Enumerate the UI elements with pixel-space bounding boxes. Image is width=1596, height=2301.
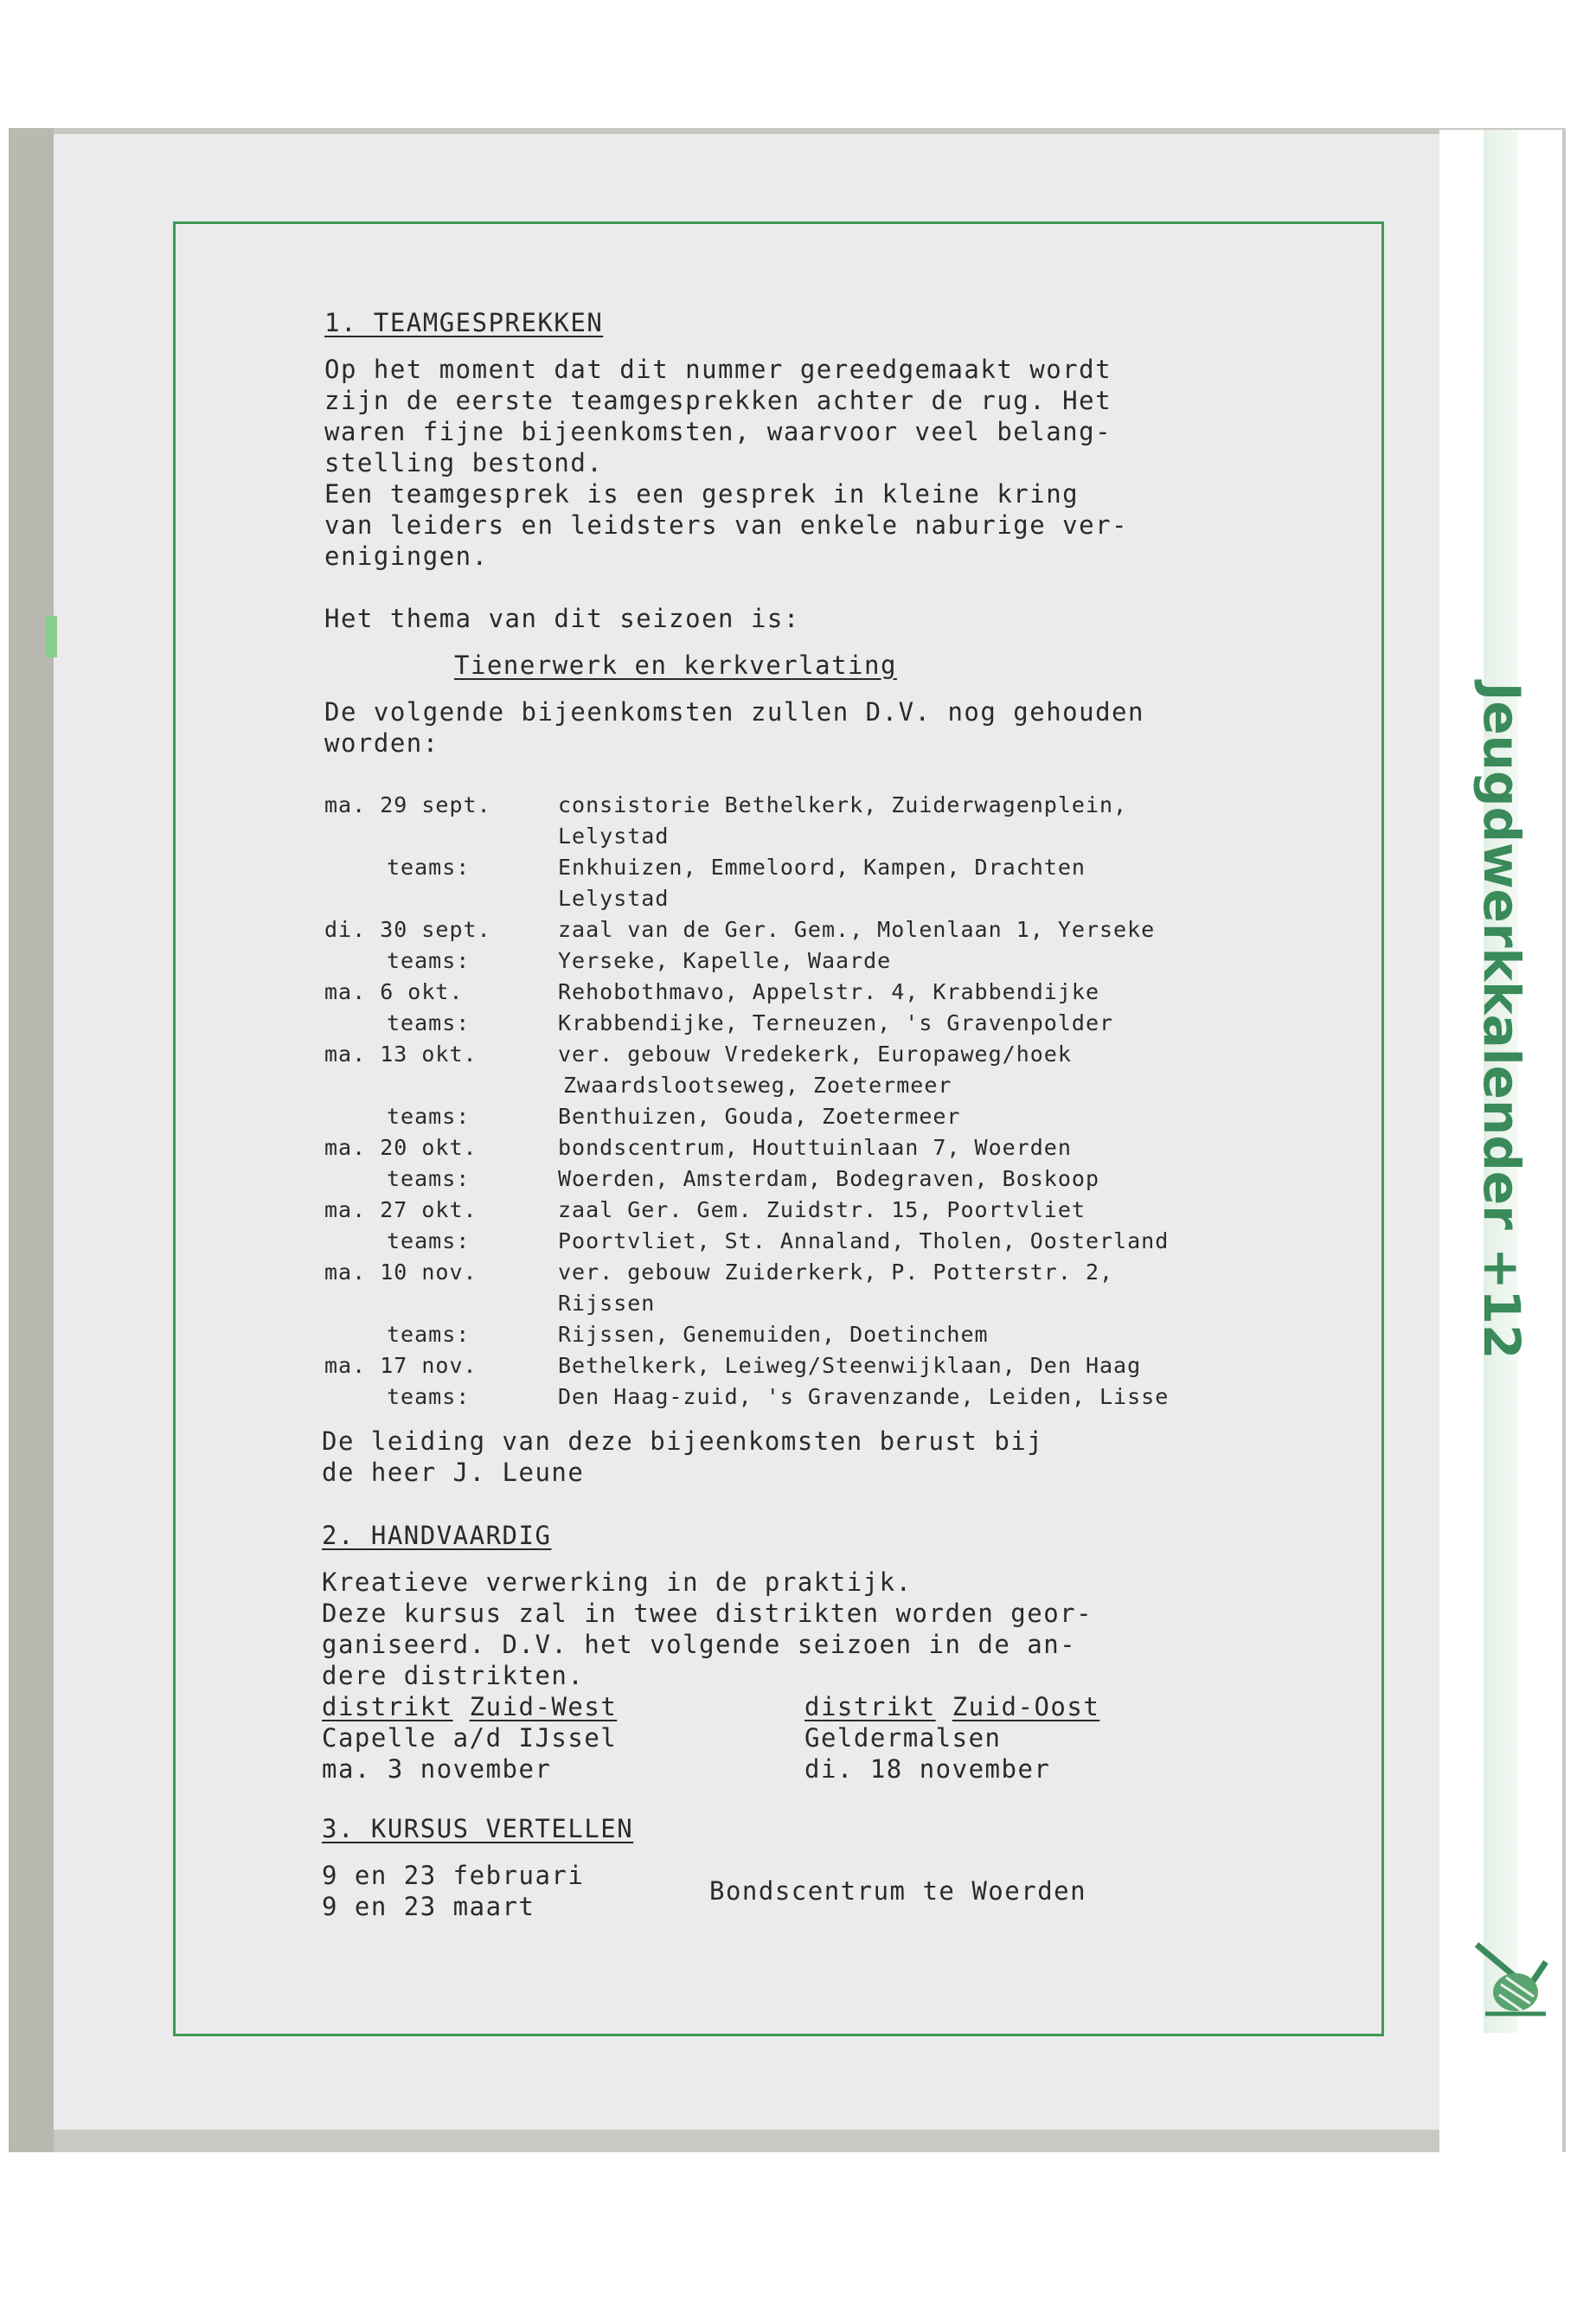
schedule-text: ver. gebouw Zuiderkerk, P. Potterstr. 2, xyxy=(558,1259,1114,1285)
schedule-text: Zwaardslootseweg, Zoetermeer xyxy=(563,1073,952,1098)
schedule-text: Rehobothmavo, Appelstr. 4, Krabbendijke xyxy=(558,979,1099,1004)
schedule-text: Woerden, Amsterdam, Bodegraven, Boskoop xyxy=(558,1166,1099,1191)
course-date: 9 en 23 maart xyxy=(322,1892,535,1921)
district-west-date: ma. 3 november xyxy=(322,1754,552,1784)
page-marker xyxy=(45,616,57,657)
schedule-label: teams: xyxy=(387,855,471,880)
district-name: Zuid-Oost xyxy=(952,1692,1100,1721)
section1-intro-line: Een teamgesprek is een gesprek in kleine kring xyxy=(324,479,1080,509)
district-name: Zuid-West xyxy=(469,1692,618,1721)
side-tab-title: Jeugdwerkkalender +12 xyxy=(1472,682,1531,1360)
schedule-label: ma. 6 okt. xyxy=(324,979,464,1004)
schedule-text: ver. gebouw Vredekerk, Europaweg/hoek xyxy=(558,1042,1072,1067)
course-date: 9 en 23 februari xyxy=(322,1861,585,1890)
side-tab-label xyxy=(1467,606,1536,1436)
theme-title: Tienerwerk en kerkverlating xyxy=(454,651,897,680)
section2-body-line: Kreatieve verwerking in de praktijk. xyxy=(322,1567,913,1597)
district-east-place: Geldermalsen xyxy=(804,1723,1002,1753)
meetings-intro: worden: xyxy=(324,728,439,758)
district-word: distrikt xyxy=(322,1692,453,1721)
section2-body-line: dere distrikten. xyxy=(322,1661,585,1690)
schedule-text: Lelystad xyxy=(558,824,670,849)
schedule-text: Enkhuizen, Emmeloord, Kampen, Drachten xyxy=(558,855,1086,880)
schedule-label: teams: xyxy=(387,1384,471,1409)
schedule-text: Rijssen, Genemuiden, Doetinchem xyxy=(558,1322,989,1347)
theme-intro: Het thema van dit seizoen is: xyxy=(324,604,800,633)
schedule-text: zaal Ger. Gem. Zuidstr. 15, Poortvliet xyxy=(558,1197,1086,1222)
schedule-text: Yerseke, Kapelle, Waarde xyxy=(558,948,892,973)
course-location: Bondscentrum te Woerden xyxy=(709,1876,1087,1906)
section1-intro-line: enigingen. xyxy=(324,542,489,571)
schedule-text: Den Haag-zuid, 's Gravenzande, Leiden, Lisse xyxy=(558,1384,1170,1409)
section1-intro-line: van leiders en leidsters van enkele naburige ver- xyxy=(324,510,1129,540)
schedule-text: Bethelkerk, Leiweg/Steenwijklaan, Den Haag xyxy=(558,1353,1142,1378)
schedule-label: teams: xyxy=(387,1322,471,1347)
section1-intro-line: Op het moment dat dit nummer gereedgemaakt wordt xyxy=(324,355,1112,384)
binder-spine xyxy=(9,128,54,2152)
schedule-label: teams: xyxy=(387,948,471,973)
schedule-label: ma. 27 okt. xyxy=(324,1197,478,1222)
schedule-label: di. 30 sept. xyxy=(324,917,491,942)
section1-closing: de heer J. Leune xyxy=(322,1458,585,1487)
schedule-label: teams: xyxy=(387,1166,471,1191)
district-word: distrikt xyxy=(804,1692,936,1721)
schedule-label: teams: xyxy=(387,1228,471,1253)
section1-intro-line: stelling bestond. xyxy=(324,448,604,478)
district-east-date: di. 18 november xyxy=(804,1754,1051,1784)
schedule-text: zaal van de Ger. Gem., Molenlaan 1, Yerseke xyxy=(558,917,1156,942)
section1-intro-line: zijn de eerste teamgesprekken achter de rug. Het xyxy=(324,386,1112,415)
meetings-intro: De volgende bijeenkomsten zullen D.V. nog gehouden xyxy=(324,697,1144,727)
schedule-text: Rijssen xyxy=(558,1291,656,1316)
schedule-label: ma. 20 okt. xyxy=(324,1135,478,1160)
district-west-heading xyxy=(322,1691,617,1722)
district-west-place: Capelle a/d IJssel xyxy=(322,1723,618,1753)
section2-body-line: Deze kursus zal in twee distrikten worden geor- xyxy=(322,1599,1093,1628)
section1-closing: De leiding van deze bijeenkomsten berust bij xyxy=(322,1426,1044,1456)
schedule-text: Benthuizen, Gouda, Zoetermeer xyxy=(558,1104,961,1129)
district-east-heading xyxy=(804,1691,1099,1722)
section1-intro-line: waren fijne bijeenkomsten, waarvoor veel belang- xyxy=(324,417,1112,446)
section3-heading: 3. KURSUS VERTELLEN xyxy=(322,1814,634,1843)
section2-body-line: ganiseerd. D.V. het volgende seizoen in de an- xyxy=(322,1630,1077,1659)
section2-heading: 2. HANDVAARDIG xyxy=(322,1521,552,1550)
schedule-text: Poortvliet, St. Annaland, Tholen, Oosterland xyxy=(558,1228,1170,1253)
leaf-badge-icon xyxy=(1468,1927,1554,2022)
schedule-text: Krabbendijke, Terneuzen, 's Gravenpolder xyxy=(558,1010,1114,1035)
schedule-label: ma. 29 sept. xyxy=(324,792,491,817)
schedule-text: Lelystad xyxy=(558,886,670,911)
schedule-text: bondscentrum, Houttuinlaan 7, Woerden xyxy=(558,1135,1072,1160)
schedule-text: consistorie Bethelkerk, Zuiderwagenplein, xyxy=(558,792,1128,817)
schedule-label: teams: xyxy=(387,1104,471,1129)
schedule-label: ma. 17 nov. xyxy=(324,1353,478,1378)
section1-heading: 1. TEAMGESPREKKEN xyxy=(324,308,604,337)
schedule-label: teams: xyxy=(387,1010,471,1035)
schedule-label: ma. 10 nov. xyxy=(324,1259,478,1285)
schedule-label: ma. 13 okt. xyxy=(324,1042,478,1067)
